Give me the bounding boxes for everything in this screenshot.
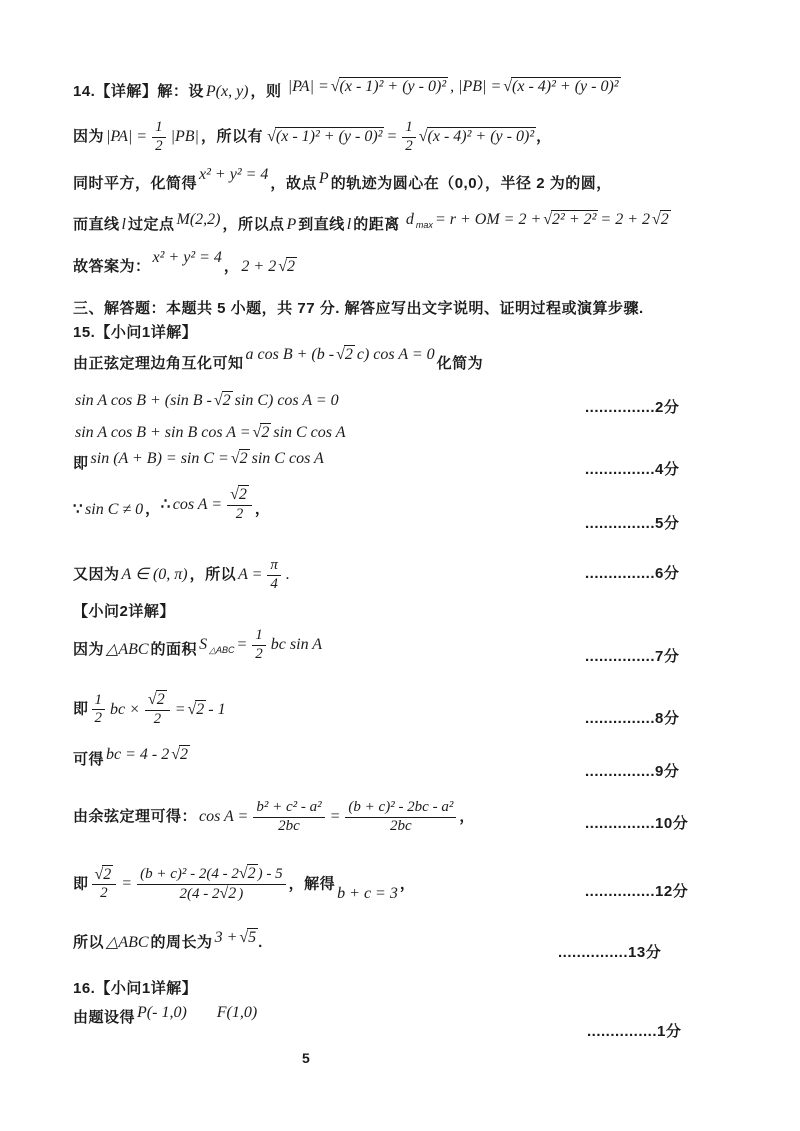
label-text: 到直线 [298, 216, 345, 233]
formula: P [318, 170, 329, 187]
formula: bc = 4 - 2 [106, 746, 170, 763]
solution-line-15-7 [73, 627, 324, 668]
radical: √ 2 [230, 486, 249, 503]
formula: sin C cos A [273, 424, 346, 441]
page-number: 5 [302, 1050, 310, 1066]
fraction: $\frac{1}{2}$ [152, 120, 166, 155]
label-text: 14.【详解】解：设 [73, 83, 204, 100]
formula: sin A cos B + sin B cos A = [75, 424, 251, 441]
fraction: $\frac{1}{2}$ [92, 693, 106, 728]
label-text: ， [223, 258, 240, 275]
fraction: $\frac{1}{2}$ [402, 120, 416, 155]
radical: √ 2 [231, 450, 250, 467]
formula: = 2 + 2 [600, 211, 650, 228]
radical: √ 2 [652, 211, 671, 228]
formula: |PB| = [458, 78, 502, 95]
formula: P [286, 216, 297, 233]
formula: = [386, 128, 398, 146]
label-text: ，所以 [189, 566, 237, 584]
solution-line-15-6 [73, 558, 292, 593]
label-text: 故答案为： [73, 258, 151, 275]
label-text: 即 [73, 875, 89, 893]
fraction: $\frac{\pi}{4}$ [267, 558, 281, 593]
solution-line-15-2 [73, 392, 341, 410]
solution-line-15-10 [73, 800, 475, 835]
formula: M(2,2) [176, 211, 221, 228]
formula: 3 + [214, 929, 238, 946]
solution-line-14-1 [73, 80, 621, 101]
subscript: △ABC [209, 645, 235, 656]
formula: |PA| = [287, 78, 329, 95]
label-text: ，所以有 [200, 128, 263, 146]
label-text: 即 [73, 700, 89, 718]
solution-line-15-12 [73, 931, 263, 952]
label-text: ， [145, 500, 161, 518]
formula: c) cos A = 0 [356, 346, 435, 363]
formula: S [199, 636, 208, 654]
solution-line-15-5 [73, 486, 271, 528]
formula: P(- 1,0) [137, 1004, 187, 1021]
radical: √ 2 [171, 746, 190, 763]
subscript: max [415, 220, 433, 230]
label-text: ， [536, 128, 552, 146]
formula: |PA| = [106, 128, 148, 146]
formula: a cos B + (b - [245, 346, 335, 363]
formula: sin (A + B) = sin C = [90, 450, 229, 467]
q15-part1-heading [73, 321, 197, 342]
formula: x² + y² = 4 [152, 249, 222, 266]
score-mark: ...............9分 [585, 763, 680, 780]
formula: △ABC [106, 934, 149, 951]
formula: = [174, 700, 186, 718]
label-text: ， [459, 808, 475, 826]
fraction: √ $\frac{2}{2}$ [145, 692, 170, 728]
solution-line-15-8 [73, 692, 228, 728]
therefore-symbol: ∴ [160, 495, 171, 513]
label-text: ，则 [250, 83, 282, 100]
score-mark: ...............6分 [585, 565, 680, 582]
label-text: 过定点 [127, 216, 175, 233]
formula: |PB| [170, 128, 199, 146]
fraction: $\frac{\text{b² + c² - a²}}{2bc}$ [253, 800, 324, 835]
score-mark: ...............2分 [585, 399, 680, 416]
label-text: 的周长为 [150, 934, 213, 951]
solution-line-15-3 [73, 424, 347, 442]
formula: . [285, 566, 290, 584]
label-text: 的轨迹为圆心在（0,0），半径 2 为的圆， [330, 175, 612, 192]
label-text: 所以 [73, 934, 105, 951]
label-text: ，解得 [288, 875, 336, 893]
q16-part1-heading [73, 977, 197, 998]
heading-text: 16.【小问1详解】 [73, 980, 198, 997]
label-text: . [258, 934, 263, 951]
formula: bc sin A [270, 636, 323, 654]
score-mark: ...............5分 [585, 515, 680, 532]
solution-line-14-2 [73, 120, 552, 155]
radical: √ 2 [253, 424, 272, 441]
formula: x² + y² = 4 [199, 166, 269, 183]
score-mark: ...............10分 [585, 815, 689, 832]
solution-line-14-3 [73, 166, 612, 193]
formula: - 1 [208, 700, 226, 718]
label-text: ，故点 [270, 175, 317, 192]
label-text: ， [254, 500, 271, 518]
formula: = [121, 875, 133, 893]
radical: √ 2 [148, 691, 167, 708]
score-mark: ...............8分 [585, 710, 680, 727]
formula: = r + OM = 2 + [434, 211, 542, 228]
radical: √ (x - 4)² + (y - 0)² [419, 128, 536, 145]
solution-line-14-4 [73, 213, 671, 234]
formula: b + c = 3 [337, 885, 398, 903]
formula: cos A = [172, 495, 223, 513]
formula: = [329, 808, 341, 826]
score-mark: ...............7分 [585, 648, 680, 665]
formula: 2 + 2 [241, 258, 277, 275]
radical: √ 2 [219, 885, 238, 902]
formula: P(x, y) [205, 83, 249, 100]
because-symbol: ∵ [73, 500, 84, 518]
formula: F(1,0) [216, 1004, 258, 1021]
solution-line-16-1 [73, 1006, 259, 1027]
label-text: 又因为 [73, 566, 120, 584]
formula: bc × [110, 700, 140, 718]
formula: l [346, 216, 352, 233]
radical: √ 2 [336, 346, 355, 363]
label-text: 化简为 [436, 355, 484, 372]
radical: √ (x - 1)² + (y - 0)² [331, 78, 448, 95]
label-text: 由正弦定理边角互化可知 [73, 355, 244, 372]
formula: sin A cos B + (sin B - [75, 392, 212, 409]
label-text: 的距离 [353, 216, 400, 233]
label-text: 可得 [73, 751, 105, 768]
radical: √ 5 [239, 929, 258, 946]
section-heading [73, 297, 644, 318]
radical: √ (x - 4)² + (y - 0)² [503, 78, 620, 95]
section-heading-text: 三、解答题：本题共 5 小题，共 77 分. 解答应写出文字说明、证明过程或演算步骤. [73, 300, 644, 317]
fraction: $\frac{\text{(b + c)² - 2bc - a²}}{2bc}$ [345, 800, 456, 835]
label-text: ，所以点 [222, 216, 285, 233]
formula: sin C ≠ 0 [85, 500, 144, 518]
radical: √ (x - 1)² + (y - 0)² [267, 128, 384, 145]
label-text: 因为 [73, 128, 105, 146]
score-mark: ...............13分 [558, 944, 662, 961]
label-text: 由余弦定理可得： [73, 808, 198, 826]
solution-line-15-4 [73, 452, 326, 473]
radical: √ 2 [239, 865, 258, 882]
score-mark: ...............12分 [585, 883, 689, 900]
score-mark: ...............1分 [587, 1023, 682, 1040]
label-text: ， [399, 875, 416, 893]
formula: △ABC [106, 641, 149, 659]
score-mark: ...............4分 [585, 461, 680, 478]
fraction: √ $\frac{2}{2}$ [92, 867, 117, 903]
heading-text: 【小问2详解】 [73, 603, 175, 620]
label-text: 同时平方，化简得 [73, 175, 198, 192]
radical: √ 2 [95, 866, 114, 883]
formula: d [405, 211, 414, 228]
formula: l [121, 216, 126, 233]
fraction: √ $\frac{2}{2}$ [227, 487, 252, 523]
q15-part2-heading [73, 600, 175, 621]
solution-line-14-5 [73, 249, 297, 276]
solution-line-15-11 [73, 866, 415, 903]
formula: sin C cos A [251, 450, 324, 467]
label-text: 而直线 [73, 216, 120, 233]
solution-line-15-1 [73, 346, 484, 373]
label-text: 由题设得 [73, 1009, 136, 1026]
formula: sin C) cos A = 0 [234, 392, 339, 409]
radical: √ 2 [278, 258, 297, 275]
radical: √ 2 [214, 392, 233, 409]
formula: = [236, 636, 248, 654]
radical: √ 2² + 2² [543, 211, 598, 228]
formula: cos A = [199, 808, 249, 826]
fraction: $\frac{\text{(b + c)² - 2(4 - 2 √ 2 ) - 5}}{2(4 - 2 √ 2 )}$ [137, 866, 286, 903]
label-text: 因为 [73, 641, 105, 659]
heading-text: 15.【小问1详解】 [73, 324, 198, 341]
label-text: 即 [73, 455, 89, 472]
fraction: $\frac{1}{2}$ [252, 628, 266, 663]
formula: , [450, 78, 455, 95]
formula: A = [238, 566, 263, 584]
radical: √ 2 [188, 701, 207, 718]
label-text: 的面积 [150, 641, 198, 659]
formula: A ∈ (0, π) [121, 566, 188, 584]
solution-line-15-9 [73, 748, 190, 769]
